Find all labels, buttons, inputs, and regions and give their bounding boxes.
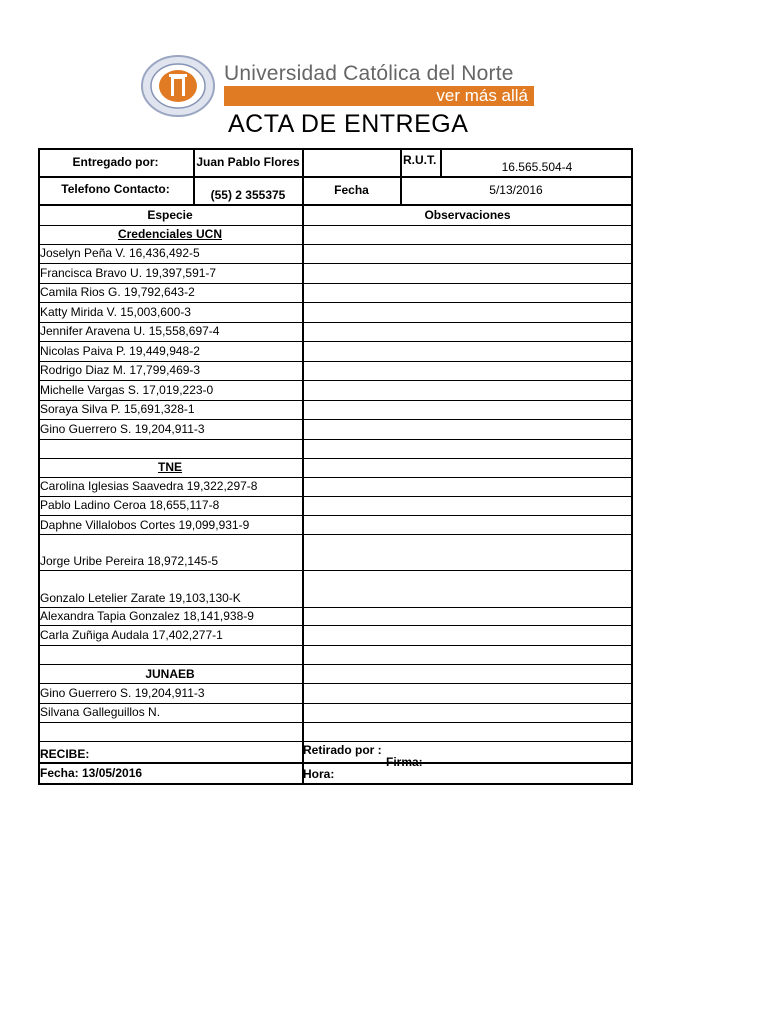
row-divider [38,534,633,535]
row-divider [38,400,633,401]
col-divider [302,204,304,785]
row-divider [38,762,633,764]
rut-value: 16.565.504-4 [501,160,573,174]
row-divider [38,703,633,704]
row-divider [38,515,633,516]
list-item: Gino Guerrero S. 19,204,911-3 [40,685,205,700]
section-header-ucn: Credenciales UCN [117,227,223,241]
recibe-label: RECIBE: [40,747,90,761]
row-divider [38,645,633,646]
row-divider [38,625,633,626]
column-header-observaciones: Observaciones [424,208,511,222]
delivered-by-value: Juan Pablo Flores [196,155,300,169]
list-item: Camila Rios G. 19,792,643-2 [40,285,195,300]
row-divider [38,176,633,178]
row-divider [38,458,633,459]
delivery-table [38,148,633,785]
list-item: Carla Zuñiga Audala 17,402,277-1 [40,628,223,642]
row-divider [38,664,633,665]
phone-label: Telefono Contacto: [61,182,170,196]
row-divider [38,244,633,245]
row-divider [38,322,633,323]
row-divider [38,722,633,723]
row-divider [38,380,633,381]
list-item: Gonzalo Letelier Zarate 19,103,130-K [40,591,241,605]
row-divider [38,496,633,497]
list-item: Gino Guerrero S. 19,204,911-3 [40,421,205,436]
fecha-footer: Fecha: 13/05/2016 [40,766,143,780]
university-name: Universidad Católica del Norte [224,62,514,85]
row-divider [38,263,633,264]
section-header-tne: TNE [158,460,182,474]
column-header-especie: Especie [147,208,193,222]
row-divider [38,341,633,342]
list-item: Daphne Villalobos Cortes 19,099,931-9 [40,517,250,532]
list-item: Pablo Ladino Ceroa 18,655,117-8 [40,498,220,513]
tagline: ver más allá [436,86,528,105]
hora-label: Hora: [303,767,335,781]
firma-label: Firma: [386,755,423,769]
tagline-bar [224,86,534,106]
row-divider [38,741,633,742]
page-title: ACTA DE ENTREGA [228,110,469,138]
retirado-label: Retirado por : [303,743,382,757]
rut-label: R.U.T. [403,153,437,167]
row-divider [38,361,633,362]
date-label: Fecha [334,183,369,197]
row-divider [38,419,633,420]
row-divider [38,607,633,608]
list-item: Francisca Bravo U. 19,397,591-7 [40,265,217,280]
list-item: Carolina Iglesias Saavedra 19,322,297-8 [40,479,258,493]
table-border-top [38,148,633,150]
section-header-junaeb: JUNAEB [145,666,195,681]
list-item: Michelle Vargas S. 17,019,223-0 [40,382,214,397]
row-divider [38,439,633,440]
list-item: Jennifer Aravena U. 15,558,697-4 [40,324,220,339]
table-border-bottom [38,783,633,785]
university-seal-icon [140,55,216,117]
list-item: Silvana Galleguillos N. [40,705,161,720]
list-item: Rodrigo Diaz M. 17,799,469-3 [40,363,201,378]
row-divider [38,570,633,571]
list-item: Alexandra Tapia Gonzalez 18,141,938-9 [40,609,254,623]
list-item: Nicolas Paiva P. 19,449,948-2 [40,343,200,358]
list-item: Joselyn Peña V. 16,436,492-5 [40,246,200,261]
row-divider [38,302,633,303]
list-item: Katty Mirida V. 15,003,600-3 [40,304,191,319]
row-divider [38,477,633,478]
row-divider [38,225,633,226]
date-value: 5/13/2016 [489,183,543,197]
row-divider [38,683,633,684]
list-item: Jorge Uribe Pereira 18,972,145-5 [40,554,219,568]
row-divider [38,283,633,284]
row-divider [38,204,633,206]
phone-value: (55) 2 355375 [210,188,286,202]
university-logo [138,52,538,118]
delivered-by-label: Entregado por: [72,155,159,169]
list-item: Soraya Silva P. 15,691,328-1 [40,402,195,417]
